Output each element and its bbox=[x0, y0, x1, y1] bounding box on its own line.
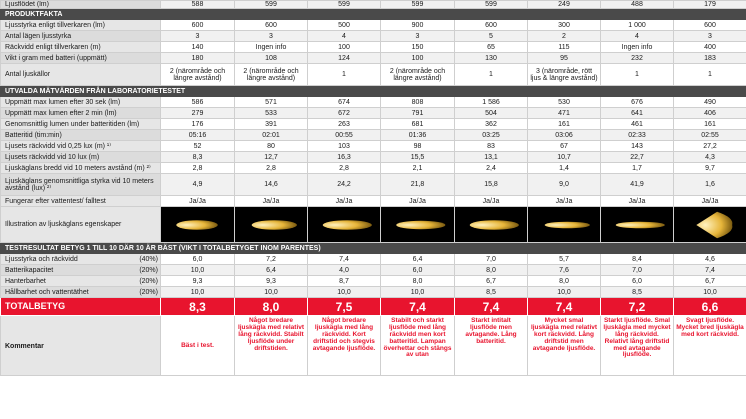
beam-shape bbox=[252, 220, 297, 229]
row-value: 1 bbox=[601, 64, 674, 86]
comment-label: Kommentar bbox=[1, 316, 161, 376]
row-value: Ja/Ja bbox=[601, 196, 674, 207]
row-label: Ljuskäglans bredd vid 10 meters avstånd (m) ²⁾ bbox=[1, 163, 161, 174]
beam-shape-icon bbox=[601, 208, 673, 242]
total-label: TOTALBETYG bbox=[1, 298, 161, 316]
row-value: Ja/Ja bbox=[455, 196, 528, 207]
score-value: 8,4 bbox=[601, 254, 674, 265]
row-value: 14,6 bbox=[235, 174, 308, 196]
score-value: 7,2 bbox=[235, 254, 308, 265]
score-value: 7,6 bbox=[528, 265, 601, 276]
beam-shape bbox=[696, 212, 732, 238]
beam-illustration-cell bbox=[674, 207, 746, 243]
row-value: 15,5 bbox=[381, 152, 455, 163]
row-label: Ljusflödet (lm) bbox=[1, 1, 161, 9]
row-value: 1,7 bbox=[601, 163, 674, 174]
row-value: 232 bbox=[601, 53, 674, 64]
score-value: 8,5 bbox=[455, 287, 528, 298]
section-header bbox=[1, 9, 746, 20]
beam-shape-icon bbox=[161, 208, 234, 242]
row-value: Ingen info bbox=[235, 42, 308, 53]
beam-illustration-cell bbox=[235, 207, 308, 243]
row-value: 3 (närområde, rött ljus & längre avstånd) bbox=[528, 64, 601, 86]
row-value: 808 bbox=[381, 97, 455, 108]
beam-illustration-cell bbox=[381, 207, 455, 243]
beam-illustration-cell bbox=[528, 207, 601, 243]
row-label bbox=[1, 254, 161, 265]
comment-text: Stabilt och starkt ljusflöde med lång räckvidd men kort batteritid. Lampan överhettar och stängs av utan bbox=[381, 316, 455, 376]
table-row bbox=[1, 163, 746, 174]
row-label: Räckvidd enligt tillverkaren (m) bbox=[1, 42, 161, 53]
score-value: 6,7 bbox=[674, 276, 746, 287]
total-score: 6,6 bbox=[674, 298, 746, 316]
score-value: 8,0 bbox=[381, 276, 455, 287]
row-value: 9,0 bbox=[528, 174, 601, 196]
row-value: 00:55 bbox=[308, 130, 381, 141]
criterion-label: Batterikapacitet bbox=[5, 266, 54, 274]
row-label: Vikt i gram med batteri (uppmätt) bbox=[1, 53, 161, 64]
table-row bbox=[1, 97, 746, 108]
score-value: 8,0 bbox=[528, 276, 601, 287]
beam-shape-icon bbox=[381, 208, 454, 242]
row-value: Ja/Ja bbox=[161, 196, 235, 207]
row-value: 98 bbox=[381, 141, 455, 152]
row-value: Ja/Ja bbox=[528, 196, 601, 207]
row-value: 176 bbox=[161, 119, 235, 130]
table-row bbox=[1, 141, 746, 152]
score-value: 6,0 bbox=[161, 254, 235, 265]
table-row bbox=[1, 130, 746, 141]
beam-illustration-row bbox=[1, 207, 746, 243]
row-value: 600 bbox=[674, 20, 746, 31]
comment-text: Starkt intitalt ljusflöde men avtagande. Lång batteritid. bbox=[455, 316, 528, 376]
row-value: 4,3 bbox=[674, 152, 746, 163]
row-value: 03:06 bbox=[528, 130, 601, 141]
row-value: 80 bbox=[235, 141, 308, 152]
table-row bbox=[1, 20, 746, 31]
row-value: 5 bbox=[455, 31, 528, 42]
table-row bbox=[1, 64, 746, 86]
row-value: 4,9 bbox=[161, 174, 235, 196]
score-value: 10,0 bbox=[528, 287, 601, 298]
row-value: 599 bbox=[381, 1, 455, 9]
score-value: 7,4 bbox=[674, 265, 746, 276]
row-value: Ja/Ja bbox=[381, 196, 455, 207]
row-value: Ja/Ja bbox=[308, 196, 381, 207]
row-value: 586 bbox=[161, 97, 235, 108]
row-value: 1 bbox=[674, 64, 746, 86]
table-row bbox=[1, 53, 746, 64]
criterion-weight: (20%) bbox=[139, 277, 158, 285]
row-value: 1,6 bbox=[674, 174, 746, 196]
score-value: 7,4 bbox=[308, 254, 381, 265]
row-value: 600 bbox=[235, 20, 308, 31]
row-value: 130 bbox=[455, 53, 528, 64]
row-label: Antal ljuskällor bbox=[1, 64, 161, 86]
beam-shape-icon bbox=[455, 208, 527, 242]
row-value: 599 bbox=[308, 1, 381, 9]
row-value: 533 bbox=[235, 108, 308, 119]
criterion-weight: (40%) bbox=[139, 255, 158, 263]
criterion-label: Hållbarhet och vattentäthet bbox=[5, 288, 89, 296]
table-row bbox=[1, 119, 746, 130]
beam-shape bbox=[176, 220, 218, 229]
row-value: 461 bbox=[601, 119, 674, 130]
comment-text: Något bredare ljuskägla med lång räckvidd. Kort driftstid och stegvis avtagande ljusflöde. bbox=[308, 316, 381, 376]
row-value: 161 bbox=[528, 119, 601, 130]
row-label bbox=[1, 276, 161, 287]
total-score: 7,4 bbox=[381, 298, 455, 316]
total-score: 8,3 bbox=[161, 298, 235, 316]
beam-shape bbox=[470, 220, 519, 229]
table-row bbox=[1, 254, 746, 265]
comment-text: Bäst i test. bbox=[161, 316, 235, 376]
comment-text: Starkt ljusflöde. Smal ljuskägla med mycket lång räckvidd. Relativt lång driftstid med avtagande ljusflöde. bbox=[601, 316, 674, 376]
row-value: 681 bbox=[381, 119, 455, 130]
table-row bbox=[1, 31, 746, 42]
score-value: 4,0 bbox=[308, 265, 381, 276]
row-value: 140 bbox=[161, 42, 235, 53]
row-value: 2 (närområde och längre avstånd) bbox=[381, 64, 455, 86]
comment-text: Något bredare ljuskägla med relativt lång räckvidd. Stabilt ljusflöde under driftstiden. bbox=[235, 316, 308, 376]
table-row bbox=[1, 42, 746, 53]
section-title: UTVALDA MÄTVÄRDEN FRÅN LABORATORIETESTET bbox=[1, 86, 746, 97]
row-value: 179 bbox=[674, 1, 746, 9]
row-value: 4 bbox=[601, 31, 674, 42]
table-row bbox=[1, 152, 746, 163]
table-row bbox=[1, 287, 746, 298]
total-score: 7,5 bbox=[308, 298, 381, 316]
row-value: 02:33 bbox=[601, 130, 674, 141]
row-value: 3 bbox=[674, 31, 746, 42]
row-value: 108 bbox=[235, 53, 308, 64]
row-value: 27,2 bbox=[674, 141, 746, 152]
row-value: 1 586 bbox=[455, 97, 528, 108]
row-value: 83 bbox=[455, 141, 528, 152]
row-value: 530 bbox=[528, 97, 601, 108]
score-value: 10,0 bbox=[674, 287, 746, 298]
comment-text: Svagt ljusflöde. Mycket bred ljuskägla med kort räckvidd. bbox=[674, 316, 746, 376]
table-row bbox=[1, 1, 746, 9]
row-value: 249 bbox=[528, 1, 601, 9]
section-title: TESTRESULTAT BETYG 1 TILL 10 DÄR 10 ÄR BÄST (VIKT I TOTALBETYGET INOM PARENTES) bbox=[1, 243, 746, 254]
row-value: 4 bbox=[308, 31, 381, 42]
row-value: 2,4 bbox=[455, 163, 528, 174]
row-value: 1 bbox=[455, 64, 528, 86]
row-value: 599 bbox=[235, 1, 308, 9]
section-title: PRODUKTFAKTA bbox=[1, 9, 746, 20]
comment-text: Mycket smal ljuskägla med relativt kort räckvidd. Lång driftstid men avtagande ljusflöde. bbox=[528, 316, 601, 376]
row-value: 01:36 bbox=[381, 130, 455, 141]
row-value: 12,7 bbox=[235, 152, 308, 163]
row-value: Ingen info bbox=[601, 42, 674, 53]
row-value: 16,3 bbox=[308, 152, 381, 163]
row-value: 3 bbox=[235, 31, 308, 42]
row-value: 15,8 bbox=[455, 174, 528, 196]
beam-illustration-cell bbox=[161, 207, 235, 243]
row-value: 641 bbox=[601, 108, 674, 119]
row-label bbox=[1, 287, 161, 298]
table-row bbox=[1, 174, 746, 196]
beam-illustration-cell bbox=[455, 207, 528, 243]
row-value: 02:55 bbox=[674, 130, 746, 141]
score-value: 10,0 bbox=[308, 287, 381, 298]
row-value: 05:16 bbox=[161, 130, 235, 141]
total-score: 7,2 bbox=[601, 298, 674, 316]
row-value: 599 bbox=[455, 1, 528, 9]
section-header bbox=[1, 243, 746, 254]
row-value: 490 bbox=[674, 97, 746, 108]
row-value: 362 bbox=[455, 119, 528, 130]
score-value: 8,7 bbox=[308, 276, 381, 287]
row-value: 588 bbox=[161, 1, 235, 9]
score-value: 10,0 bbox=[161, 265, 235, 276]
row-value: 1 bbox=[308, 64, 381, 86]
row-value: 22,7 bbox=[601, 152, 674, 163]
score-value: 7,0 bbox=[601, 265, 674, 276]
row-label: Batteritid (tim:min) bbox=[1, 130, 161, 141]
section-header bbox=[1, 86, 746, 97]
row-value: 672 bbox=[308, 108, 381, 119]
beam-shape bbox=[323, 220, 372, 229]
score-value: 10,0 bbox=[161, 287, 235, 298]
row-value: 2 (närområde och längre avstånd) bbox=[161, 64, 235, 86]
row-value: 02:01 bbox=[235, 130, 308, 141]
row-value: 674 bbox=[308, 97, 381, 108]
beam-illustration-cell bbox=[308, 207, 381, 243]
row-value: 2,8 bbox=[235, 163, 308, 174]
score-value: 8,0 bbox=[455, 265, 528, 276]
row-value: 124 bbox=[308, 53, 381, 64]
row-value: 95 bbox=[528, 53, 601, 64]
table-row bbox=[1, 265, 746, 276]
score-value: 6,4 bbox=[381, 254, 455, 265]
row-value: 183 bbox=[674, 53, 746, 64]
row-label: Ljusets räckvidd vid 0,25 lux (m) ¹⁾ bbox=[1, 141, 161, 152]
row-value: 600 bbox=[161, 20, 235, 31]
row-value: 600 bbox=[455, 20, 528, 31]
row-value: 400 bbox=[674, 42, 746, 53]
row-value: 180 bbox=[161, 53, 235, 64]
row-label: Antal lägen ljusstyrka bbox=[1, 31, 161, 42]
row-value: 504 bbox=[455, 108, 528, 119]
row-value: 2,8 bbox=[161, 163, 235, 174]
table-row bbox=[1, 196, 746, 207]
criterion-label: Ljusstyrka och räckvidd bbox=[5, 255, 78, 263]
row-value: 500 bbox=[308, 20, 381, 31]
row-value: 1,4 bbox=[528, 163, 601, 174]
row-value: 24,2 bbox=[308, 174, 381, 196]
total-score: 7,4 bbox=[528, 298, 601, 316]
table-row bbox=[1, 108, 746, 119]
row-value: 67 bbox=[528, 141, 601, 152]
row-value: 115 bbox=[528, 42, 601, 53]
row-label: Fungerar efter vattentest/ falltest bbox=[1, 196, 161, 207]
score-value: 7,0 bbox=[455, 254, 528, 265]
row-value: 03:25 bbox=[455, 130, 528, 141]
row-label bbox=[1, 265, 161, 276]
row-label: Ljuskäglans genomsnittliga styrka vid 10 meters avstånd (lux) ²⁾ bbox=[1, 174, 161, 196]
criterion-label: Hanterbarhet bbox=[5, 277, 46, 285]
row-value: 471 bbox=[528, 108, 601, 119]
row-label: Uppmätt max lumen efter 30 sek (lm) bbox=[1, 97, 161, 108]
row-value: 263 bbox=[308, 119, 381, 130]
beam-shape-icon bbox=[235, 208, 307, 242]
row-value: 8,3 bbox=[161, 152, 235, 163]
row-label: Genomsnittlig lumen under batteritiden (lm) bbox=[1, 119, 161, 130]
row-value: 676 bbox=[601, 97, 674, 108]
row-value: 103 bbox=[308, 141, 381, 152]
score-value: 9,3 bbox=[161, 276, 235, 287]
row-value: 391 bbox=[235, 119, 308, 130]
row-value: 2 (närområde och längre avstånd) bbox=[235, 64, 308, 86]
score-value: 8,5 bbox=[601, 287, 674, 298]
score-value: 10,0 bbox=[381, 287, 455, 298]
row-value: 571 bbox=[235, 97, 308, 108]
beam-shape bbox=[545, 222, 590, 229]
criterion-weight: (20%) bbox=[139, 288, 158, 296]
row-value: 2,8 bbox=[308, 163, 381, 174]
row-value: 3 bbox=[381, 31, 455, 42]
beam-shape-icon bbox=[308, 208, 380, 242]
beam-shape-icon bbox=[674, 208, 746, 242]
score-value: 9,3 bbox=[235, 276, 308, 287]
row-value: 143 bbox=[601, 141, 674, 152]
row-value: 52 bbox=[161, 141, 235, 152]
row-value: 791 bbox=[381, 108, 455, 119]
row-label: Ljusets räckvidd vid 10 lux (m) bbox=[1, 152, 161, 163]
row-label: Illustration av ljuskäglans egenskaper bbox=[1, 207, 161, 243]
total-score: 7,4 bbox=[455, 298, 528, 316]
row-value: 279 bbox=[161, 108, 235, 119]
row-value: 41,9 bbox=[601, 174, 674, 196]
row-value: Ja/Ja bbox=[235, 196, 308, 207]
row-value: 13,1 bbox=[455, 152, 528, 163]
score-value: 6,4 bbox=[235, 265, 308, 276]
row-value: Ja/Ja bbox=[674, 196, 746, 207]
row-value: 1 000 bbox=[601, 20, 674, 31]
table-row bbox=[1, 276, 746, 287]
row-label: Uppmätt max lumen efter 2 min (lm) bbox=[1, 108, 161, 119]
row-label: Ljusstyrka enligt tillverkaren (lm) bbox=[1, 20, 161, 31]
total-score: 8,0 bbox=[235, 298, 308, 316]
score-value: 6,7 bbox=[455, 276, 528, 287]
beam-shape-icon bbox=[528, 208, 600, 242]
row-value: 488 bbox=[601, 1, 674, 9]
row-value: 9,7 bbox=[674, 163, 746, 174]
beam-shape bbox=[616, 222, 665, 229]
beam-illustration-cell bbox=[601, 207, 674, 243]
criterion-weight: (20%) bbox=[139, 266, 158, 274]
row-value: 2 bbox=[528, 31, 601, 42]
row-value: 10,7 bbox=[528, 152, 601, 163]
row-value: 65 bbox=[455, 42, 528, 53]
score-value: 10,0 bbox=[235, 287, 308, 298]
score-value: 6,0 bbox=[381, 265, 455, 276]
row-value: 300 bbox=[528, 20, 601, 31]
score-value: 5,7 bbox=[528, 254, 601, 265]
total-score-row bbox=[1, 298, 746, 316]
beam-shape bbox=[396, 221, 445, 230]
row-value: 100 bbox=[308, 42, 381, 53]
row-value: 100 bbox=[381, 53, 455, 64]
row-value: 2,1 bbox=[381, 163, 455, 174]
row-value: 161 bbox=[674, 119, 746, 130]
score-value: 6,0 bbox=[601, 276, 674, 287]
row-value: 150 bbox=[381, 42, 455, 53]
row-value: 900 bbox=[381, 20, 455, 31]
score-value: 4,6 bbox=[674, 254, 746, 265]
row-value: 406 bbox=[674, 108, 746, 119]
comment-row bbox=[1, 316, 746, 376]
row-value: 21,8 bbox=[381, 174, 455, 196]
row-value: 3 bbox=[161, 31, 235, 42]
